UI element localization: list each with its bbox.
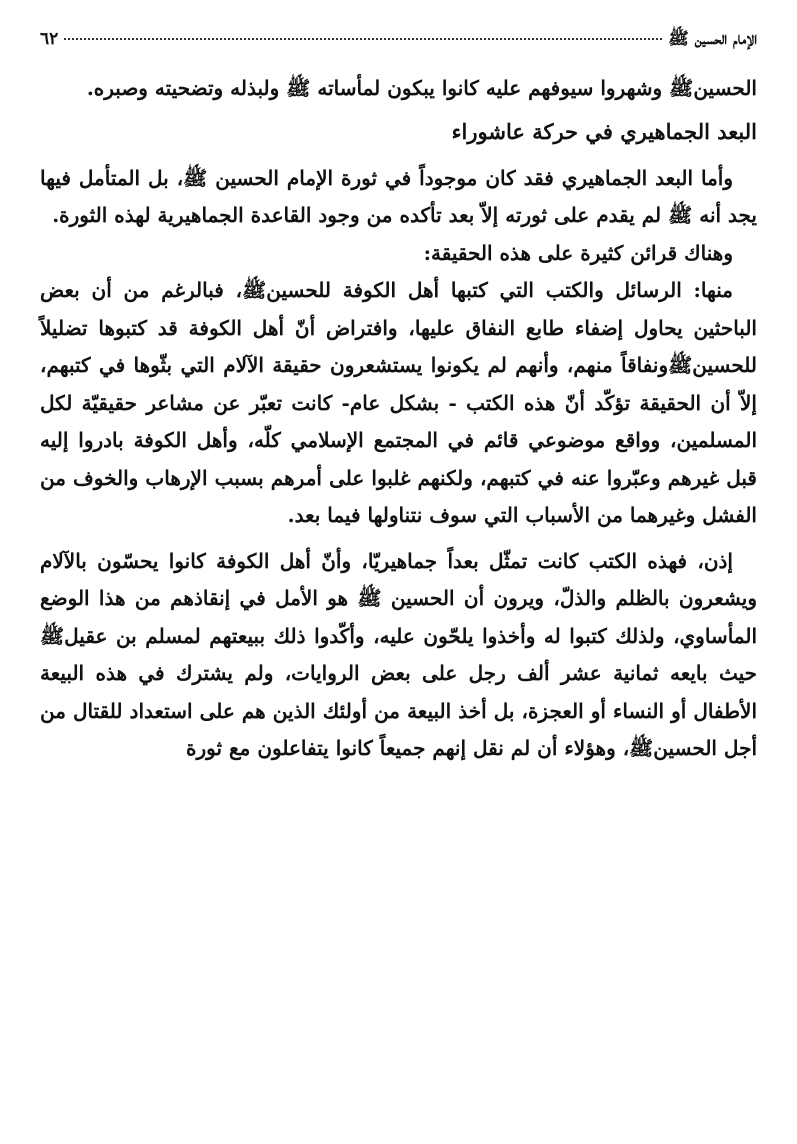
body-text (40, 70, 757, 768)
paragraph-2: وهناك قرائن كثيرة على هذه الحقيقة: (423, 240, 733, 265)
paragraph-gap (40, 535, 757, 543)
header-title: الإمام الحسين ﷺ (668, 29, 757, 49)
book-page (40, 28, 757, 768)
page-number: ٦٢ (40, 29, 59, 49)
paragraph-intro: الحسينﷺ وشهروا سيوفهم عليه كانوا يبكون لمأساته ﷺ ولبذله وتضحيته وصبره. (86, 76, 757, 100)
paragraph-1: وأما البعد الجماهيري فقد كان موجوداً في ثورة الإمام الحسين ﷺ، بل المتأمل فيها يجد أنه ﷺ لم يقدم على ثورته إلاّ بعد تأكده من وجود القاعدة الجماهيرية لهذه الثورة. (40, 165, 757, 227)
header-dotted-leader (64, 38, 662, 40)
paragraph-4: إذن، فهذه الكتب كانت تمثّل بعداً جماهيريّا، وأنّ أهل الكوفة كانوا يحسّون بالآلام ويشعرون بالظلم والذلّ، ويرون أن الحسين ﷺ هو الأمل في إنقاذهم من هذا الوضع المأساوي، ولذلك كتبوا له وأخذوا يلحّون عليه، وأكّدوا ذلك ببيعتهم لمسلم بن عقيلﷺ حيث بايعه ثمانية عشر ألف رجل على بعض الروايات، ولم يشترك في هذه البيعة الأطفال أو النساء أو العجزة، بل أخذ البيعة من أولئك الذين هم على استعداد للقتال من أجل الحسينﷺ، وهؤلاء أن لم نقل إنهم جميعاً كانوا يتفاعلون مع ثورة (40, 548, 757, 760)
paragraph-3: منها: الرسائل والكتب التي كتبها أهل الكوفة للحسينﷺ، فبالرغم من أن بعض الباحثين يحاول إضفاء طابع النفاق عليها، وافتراض أنّ أهل الكوفة قد كتبوها تضليلاً للحسينﷺونفاقاً منهم، وأنهم لم يكونوا يستشعرون حقيقة الآلام التي بثّوها في كتبهم، إلاّ أن الحقيقة تؤكّد أنّ هذه الكتب - بشكل عام- كانت تعبّر عن مشاعر حقيقيّة لكل المسلمين، وواقع موضوعي قائم في المجتمع الإسلامي كلّه، وأهل الكوفة بادروا إليه قبل غيرهم وعبّروا عنه في كتبهم، ولكنهم غلبوا على أمرهم بسبب الإرهاب والخوف من الفشل وغيرهما من الأسباب التي سوف نتناولها فيما بعد. (40, 278, 757, 527)
section-heading: البعد الجماهيري في حركة عاشوراء (451, 118, 757, 144)
running-header (40, 28, 757, 58)
